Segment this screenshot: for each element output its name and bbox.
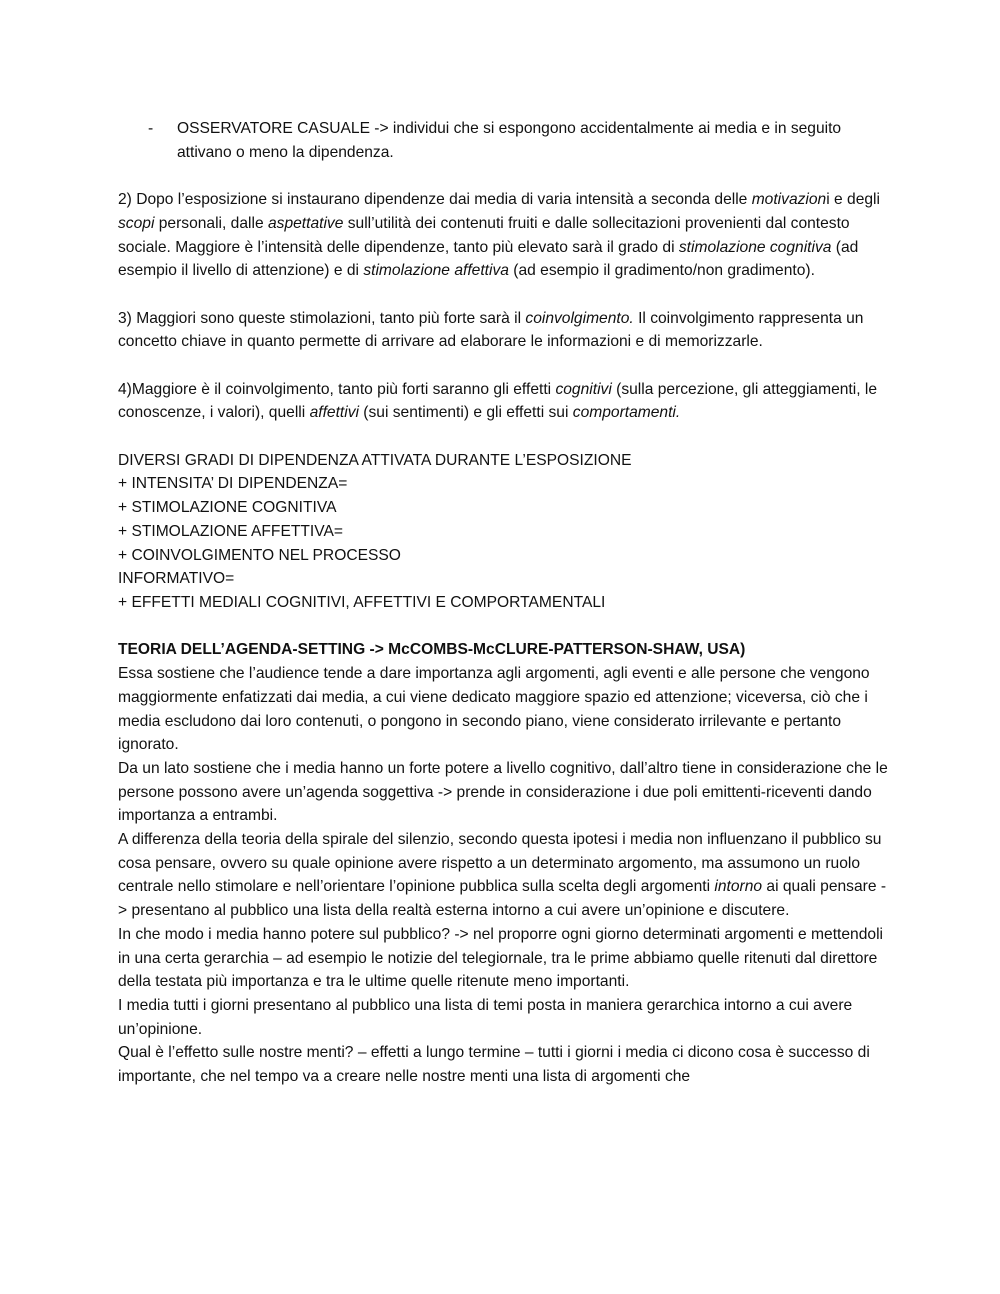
italic-run: aspettative — [267, 214, 344, 232]
spacer — [118, 354, 888, 378]
spacer — [118, 425, 888, 449]
italic-run: stimolazione cognitiva — [678, 238, 832, 256]
spacer — [118, 615, 888, 639]
page-content — [118, 117, 888, 1089]
italic-run: scopi — [118, 214, 155, 232]
italic-run: stimolazione affettiva — [363, 262, 509, 280]
list-line: + COINVOLGIMENTO NEL PROCESSO — [118, 546, 401, 564]
paragraph-3 — [118, 307, 888, 354]
text-run: sull’utilità dei contenuti fruiti e dalle sollecitazioni provenienti dal contesto sociale. Maggiore è l’intensità delle dipendenze, tanto più elevato sarà il grado di — [118, 214, 850, 256]
spacer — [118, 283, 888, 307]
text-run: ai quali pensare -> presentano al pubblico una lista della realtà esterna intorno a cui avere un’opinione e discutere. — [118, 878, 887, 920]
list-line: + INTENSITA’ DI DIPENDENZA= — [118, 475, 348, 493]
italic-run: comportamenti. — [572, 404, 681, 422]
agenda-paragraph-6: Qual è l’effetto sulle nostre menti? – effetti a lungo termine – tutti i giorni i media ci dicono cosa è successo di importante, che nel tempo va a creare nelle nostre menti una lista di argomenti che — [118, 1044, 870, 1086]
text-run: (sulla percezione, gli atteggiamenti, le conoscenze, i valori), quelli — [118, 380, 878, 422]
paragraph-2 — [118, 188, 888, 283]
bullet-item — [118, 117, 888, 164]
list-line: DIVERSI GRADI DI DIPENDENZA ATTIVATA DURANTE L’ESPOSIZIONE — [118, 451, 632, 469]
agenda-paragraph-4: In che modo i media hanno potere sul pubblico? -> nel proporre ogni giorno determinati argomenti e mettendoli in una certa gerarchia – ad esempio le notizie del telegiornale, tra le prime abbiamo quelle ritenuti dal direttore della testata più importanza e tra le ultime quelle ritenute meno importanti. — [118, 925, 883, 991]
agenda-paragraph-3 — [118, 828, 888, 923]
text-run: (ad esempio il livello di attenzione) e di — [118, 238, 859, 280]
agenda-paragraph-2: Da un lato sostiene che i media hanno un forte potere a livello cognitivo, dall’altro tiene in considerazione che le persone possono avere un’agenda soggettiva -> prende in considerazione i due poli emittenti-riceventi dando importanza a entrambi. — [118, 759, 888, 825]
italic-run: cognitivi — [555, 380, 612, 398]
list-line: + EFFETTI MEDIALI COGNITIVI, AFFETTIVI E COMPORTAMENTALI — [118, 594, 606, 611]
spacer — [118, 164, 888, 188]
text-run: 4)Maggiore è il coinvolgimento, tanto più forti saranno gli effetti — [118, 380, 556, 398]
italic-run: affettivi — [309, 404, 359, 422]
italic-run: coinvolgimento. — [525, 309, 634, 327]
list-line: + STIMOLAZIONE AFFETTIVA= — [118, 522, 343, 540]
italic-run: intorno — [714, 878, 763, 896]
text-run: 2) Dopo l’esposizione si instaurano dipendenze dai media di varia intensità a seconda delle — [118, 191, 752, 209]
list-line: + STIMOLAZIONE COGNITIVA — [118, 499, 337, 517]
section-heading: TEORIA DELL’AGENDA-SETTING -> McCOMBS-McCLURE-PATTERSON-SHAW, USA) — [118, 641, 746, 659]
text-run: (ad esempio il gradimento/non gradimento). — [508, 262, 815, 280]
italic-run: motivazion — [751, 191, 827, 209]
bullet-text: OSSERVATORE CASUALE -> individui che si espongono accidentalmente ai media e in seguito attivano o meno la dipendenza. — [177, 120, 842, 161]
paragraph-4 — [118, 378, 888, 425]
text-run: A differenza della teoria della spirale del silenzio, secondo questa ipotesi i media non influenzano il pubblico su cosa pensare, ovvero su quale opinione avere rispetto a un determinato argomento, ma assumono un ruolo centrale nello stimolare e nell’orientare l’opinione pubblica sulla scelta degli argomenti — [118, 831, 882, 896]
text-run: personali, dalle — [154, 214, 268, 232]
list-line: INFORMATIVO= — [118, 570, 235, 588]
text-run: 3) Maggiori sono queste stimolazioni, tanto più forte sarà il — [118, 309, 526, 327]
agenda-paragraph-5: I media tutti i giorni presentano al pubblico una lista di temi posta in maniera gerarchica intorno a cui avere un’opinione. — [118, 996, 853, 1038]
bullet-dash: - — [148, 120, 154, 137]
text-run: Il coinvolgimento rappresenta un concetto chiave in quanto permette di arrivare ad elaborare le informazioni e di memorizzarle. — [118, 309, 864, 351]
text-run: (sui sentimenti) e gli effetti sui — [358, 404, 573, 422]
text-run: i e degli — [826, 191, 880, 209]
agenda-paragraph-1: Essa sostiene che l’audience tende a dare importanza agli argomenti, agli eventi e alle persone che vengono maggiormente enfatizzati dai media, a cui viene dedicato maggiore spazio ed attenzione; viceversa, ciò che i media escludono dai loro contenuti, o pongono in secondo piano, viene considerato irrilevante e pertanto ignorato. — [118, 665, 870, 754]
dependency-list — [118, 449, 888, 615]
